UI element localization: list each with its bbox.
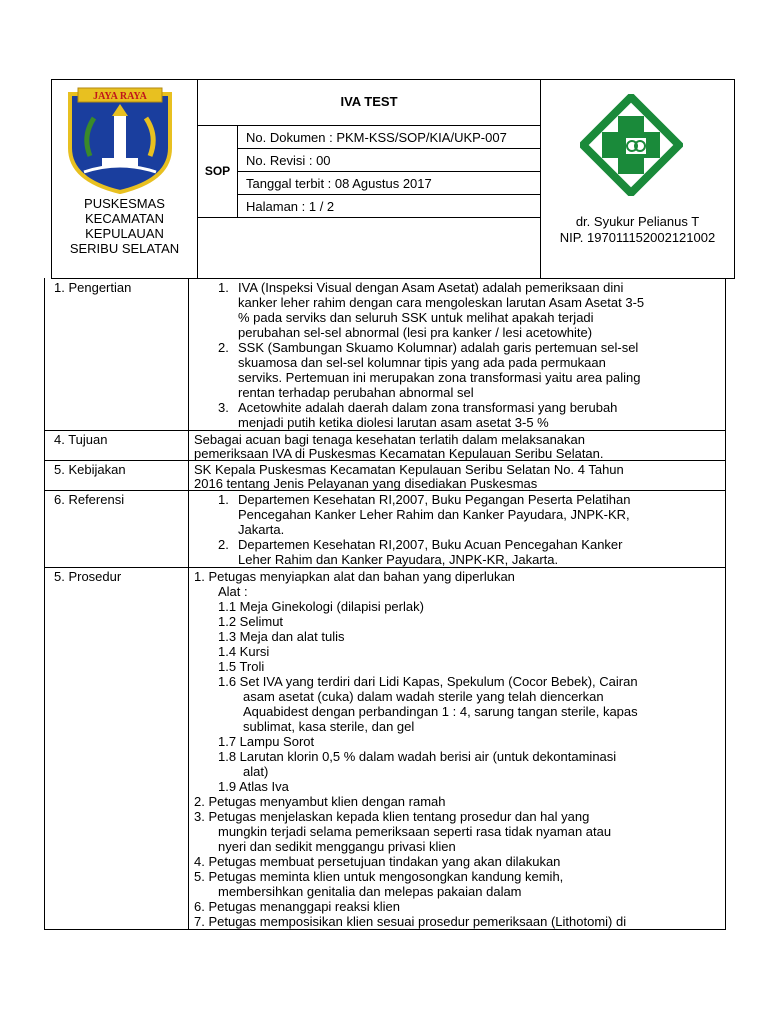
- prosedur-line: 1.1 Meja Ginekologi (dilapisi perlak): [218, 599, 424, 614]
- signer-name: dr. Syukur Pelianus T: [575, 214, 700, 229]
- sop-label: SOP: [204, 164, 231, 178]
- list-number: 1.: [218, 492, 229, 507]
- org-line: PUSKESMAS: [84, 196, 165, 211]
- org-line: SERIBU SELATAN: [69, 241, 180, 256]
- list-line: perubahan sel-sel abnormal (lesi pra kanker / lesi acetowhite): [238, 325, 593, 340]
- section-label-kebijakan: 5. Kebijakan: [54, 462, 126, 477]
- list-line: IVA (Inspeksi Visual dengan Asam Asetat) adalah pemeriksaan dini: [238, 280, 624, 295]
- list-line: % pada serviks dan seluruh SSK untuk melihat apakah terjadi: [238, 310, 594, 325]
- list-line: Departemen Kesehatan RI,2007, Buku Pegangan Peserta Pelatihan: [238, 492, 631, 507]
- list-line: Departemen Kesehatan RI,2007, Buku Acuan Pencegahan Kanker: [238, 537, 623, 552]
- text-line: Sebagai acuan bagi tenaga kesehatan terlatih dalam melaksanakan: [194, 432, 585, 447]
- section-label-prosedur: 5. Prosedur: [54, 569, 122, 584]
- doc-title: IVA TEST: [340, 94, 398, 109]
- list-line: Acetowhite adalah daerah dalam zona transformasi yang berubah: [238, 400, 618, 415]
- text-line: SK Kepala Puskesmas Kecamatan Kepulauan Seribu Selatan No. 4 Tahun: [194, 462, 624, 477]
- prosedur-line: Alat :: [218, 584, 248, 599]
- prosedur-line: 6. Petugas menanggapi reaksi klien: [194, 899, 400, 914]
- list-line: Jakarta.: [238, 522, 285, 537]
- puskesmas-logo: [580, 94, 683, 196]
- org-line: KECAMATAN: [85, 211, 164, 226]
- prosedur-line: Aquabidest dengan perbandingan 1 : 4, sarung tangan sterile, kapas: [243, 704, 638, 719]
- prosedur-line: 7. Petugas memposisikan klien sesuai prosedur pemeriksaan (Lithotomi) di: [194, 914, 627, 929]
- org-line: KEPULAUAN: [85, 226, 164, 241]
- prosedur-line: 1.3 Meja dan alat tulis: [218, 629, 345, 644]
- list-number: 2.: [218, 537, 229, 552]
- meta-page: Halaman : 1 / 2: [246, 199, 335, 214]
- prosedur-line: 1.6 Set IVA yang terdiri dari Lidi Kapas, Spekulum (Cocor Bebek), Cairan: [218, 674, 638, 689]
- prosedur-line: mungkin terjadi selama pemeriksaan seperti rasa tidak nyaman atau: [218, 824, 612, 839]
- meta-revision: No. Revisi : 00: [246, 153, 331, 168]
- prosedur-line: 1.8 Larutan klorin 0,5 % dalam wadah berisi air (untuk dekontaminasi: [218, 749, 617, 764]
- section-label-referensi: 6. Referensi: [54, 492, 125, 507]
- list-line: Pencegahan Kanker Leher Rahim dan Kanker Payudara, JNPK-KR,: [238, 507, 630, 522]
- prosedur-line: 1.7 Lampu Sorot: [218, 734, 315, 749]
- list-line: menjadi putih ketika diolesi larutan asam asetat 3-5 %: [238, 415, 549, 430]
- text-line: 2016 tentang Jenis Pelayanan yang disediakan Puskesmas: [194, 476, 538, 491]
- list-number: 1.: [218, 280, 229, 295]
- prosedur-line: 1.5 Troli: [218, 659, 265, 674]
- text-line: pemeriksaan IVA di Puskesmas Kecamatan Kepulauan Seribu Selatan.: [194, 446, 604, 461]
- prosedur-line: 5. Petugas meminta klien untuk mengosongkan kandung kemih,: [194, 869, 564, 884]
- list-line: rentan terhadap perubahan abnormal sel: [238, 385, 474, 400]
- meta-issue-date: Tanggal terbit : 08 Agustus 2017: [246, 176, 432, 191]
- signer-nip: NIP. 197011152002121002: [559, 230, 716, 245]
- prosedur-line: nyeri dan sedikit menggangu privasi klien: [218, 839, 456, 854]
- meta-doc-number: No. Dokumen : PKM-KSS/SOP/KIA/UKP-007: [246, 130, 507, 145]
- prosedur-line: 1.2 Selimut: [218, 614, 284, 629]
- list-line: skuamosa dan sel-sel kolumnar tipis yang ada pada permukaan: [238, 355, 606, 370]
- list-line: Leher Rahim dan Kanker Payudara, JNPK-KR, Jakarta.: [238, 552, 559, 567]
- section-label-tujuan: 4. Tujuan: [54, 432, 108, 447]
- prosedur-line: 2. Petugas menyambut klien dengan ramah: [194, 794, 446, 809]
- section-label-pengertian: 1. Pengertian: [54, 280, 132, 295]
- list-number: 3.: [218, 400, 229, 415]
- prosedur-line: 1. Petugas menyiapkan alat dan bahan yang diperlukan: [194, 569, 515, 584]
- prosedur-line: alat): [243, 764, 269, 779]
- svg-text:JAYA RAYA: JAYA RAYA: [93, 91, 147, 102]
- list-line: SSK (Sambungan Skuamo Kolumnar) adalah garis pertemuan sel-sel: [238, 340, 639, 355]
- list-number: 2.: [218, 340, 229, 355]
- prosedur-line: sublimat, kasa sterile, dan gel: [243, 719, 415, 734]
- prosedur-line: membersihkan genitalia dan melepas pakaian dalam: [218, 884, 522, 899]
- prosedur-line: 3. Petugas menjelaskan kepada klien tentang prosedur dan hal yang: [194, 809, 590, 824]
- prosedur-line: 4. Petugas membuat persetujuan tindakan yang akan dilakukan: [194, 854, 561, 869]
- jaya-raya-logo: [64, 86, 176, 194]
- list-line: kanker leher rahim dengan cara mengoleskan larutan Asam Asetat 3-5: [238, 295, 645, 310]
- list-line: serviks. Pertemuan ini merupakan zona transformasi yaitu area paling: [238, 370, 641, 385]
- prosedur-line: 1.4 Kursi: [218, 644, 270, 659]
- prosedur-line: 1.9 Atlas Iva: [218, 779, 289, 794]
- prosedur-line: asam asetat (cuka) dalam wadah sterile yang telah diencerkan: [243, 689, 604, 704]
